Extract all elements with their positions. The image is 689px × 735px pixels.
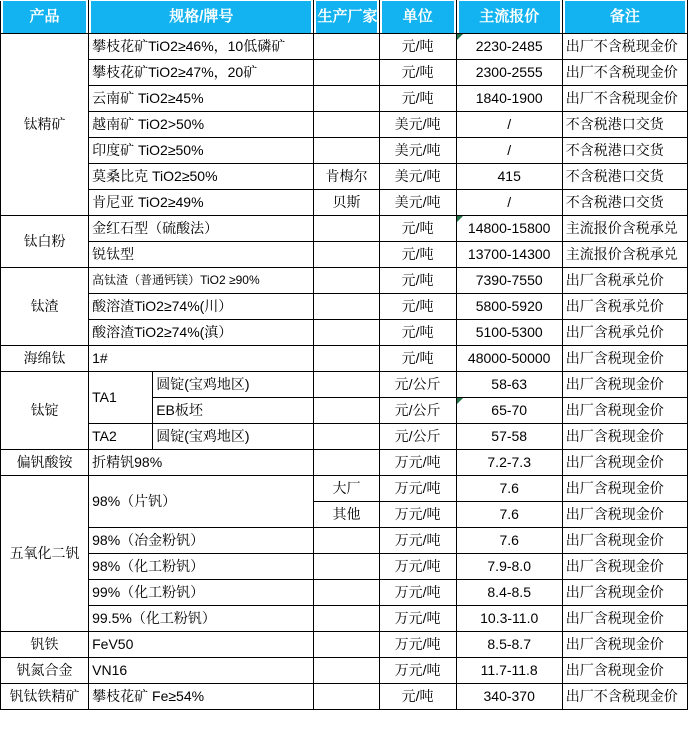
note-cell: 出厂含税现金价 xyxy=(562,632,687,658)
note-cell: 出厂不含税现金价 xyxy=(562,34,687,60)
price-cell xyxy=(456,398,562,424)
table-row xyxy=(1,372,688,398)
manufacturer-cell: 贝斯 xyxy=(314,190,379,216)
unit-cell: 美元/吨 xyxy=(379,112,456,138)
note-cell: 出厂含税现金价 xyxy=(562,372,687,398)
note-cell: 出厂含税现金价 xyxy=(562,580,687,606)
note-cell: 出厂含税现金价 xyxy=(562,502,687,528)
price-value: 65-70 xyxy=(491,402,528,419)
manufacturer-cell xyxy=(314,372,379,398)
manufacturer-cell xyxy=(314,60,379,86)
unit-cell: 元/公斤 xyxy=(379,398,456,424)
spec-cell: 98%（片钒） xyxy=(89,476,314,528)
price-cell: 7.6 xyxy=(456,476,562,502)
green-triangle-icon xyxy=(457,34,463,40)
note-cell: 出厂含税现金价 xyxy=(562,450,687,476)
unit-cell: 元/吨 xyxy=(379,346,456,372)
product-cell: 偏钒酸铵 xyxy=(1,450,89,476)
manufacturer-cell xyxy=(314,112,379,138)
header-product: 产品 xyxy=(1,1,89,34)
unit-cell: 万元/吨 xyxy=(379,580,456,606)
note-cell: 主流报价含税承兑 xyxy=(562,242,687,268)
spec-cell: 98%（冶金粉钒） xyxy=(89,528,314,554)
price-cell: 7.2-7.3 xyxy=(456,450,562,476)
unit-cell: 元/吨 xyxy=(379,268,456,294)
table-row xyxy=(1,112,688,138)
spec-cell: VN16 xyxy=(89,658,314,684)
note-cell: 出厂含税现金价 xyxy=(562,528,687,554)
spec-cell: 攀枝花矿TiO2≥47%，20矿 xyxy=(89,60,314,86)
unit-cell: 元/吨 xyxy=(379,60,456,86)
manufacturer-cell xyxy=(314,346,379,372)
manufacturer-cell xyxy=(314,450,379,476)
price-cell: 5100-5300 xyxy=(456,320,562,346)
manufacturer-cell xyxy=(314,580,379,606)
note-cell: 出厂含税现金价 xyxy=(562,424,687,450)
unit-cell: 元/吨 xyxy=(379,86,456,112)
manufacturer-cell xyxy=(314,294,379,320)
unit-cell: 元/公斤 xyxy=(379,424,456,450)
note-cell: 出厂不含税现金价 xyxy=(562,684,687,710)
table-row xyxy=(1,580,688,606)
price-cell: / xyxy=(456,112,562,138)
header-spec: 规格/牌号 xyxy=(89,1,314,34)
table-row xyxy=(1,658,688,684)
manufacturer-cell xyxy=(314,528,379,554)
note-cell: 出厂不含税现金价 xyxy=(562,60,687,86)
price-cell: 8.5-8.7 xyxy=(456,632,562,658)
unit-cell: 万元/吨 xyxy=(379,658,456,684)
manufacturer-cell xyxy=(314,242,379,268)
manufacturer-cell xyxy=(314,268,379,294)
price-cell: 7.9-8.0 xyxy=(456,554,562,580)
grade-cell: TA2 xyxy=(89,424,153,450)
unit-cell: 元/吨 xyxy=(379,242,456,268)
spec-cell: 云南矿 TiO2≥45% xyxy=(89,86,314,112)
table-row xyxy=(1,476,688,502)
spec-cell: 越南矿 TiO2>50% xyxy=(89,112,314,138)
price-cell: 1840-1900 xyxy=(456,86,562,112)
table-row xyxy=(1,346,688,372)
spec-cell: 99.5%（化工粉钒） xyxy=(89,606,314,632)
table-row xyxy=(1,34,688,60)
table-row xyxy=(1,216,688,242)
manufacturer-cell: 肯梅尔 xyxy=(314,164,379,190)
price-cell: 5800-5920 xyxy=(456,294,562,320)
unit-cell: 元/吨 xyxy=(379,294,456,320)
table-row xyxy=(1,190,688,216)
note-cell: 出厂含税承兑价 xyxy=(562,294,687,320)
manufacturer-cell xyxy=(314,632,379,658)
form-cell: 圆锭(宝鸡地区) xyxy=(153,372,314,398)
table-row xyxy=(1,684,688,710)
table-header-row xyxy=(1,1,688,34)
manufacturer-cell xyxy=(314,34,379,60)
header-unit: 单位 xyxy=(379,1,456,34)
price-cell: / xyxy=(456,190,562,216)
price-cell: 13700-14300 xyxy=(456,242,562,268)
price-cell: 7.6 xyxy=(456,528,562,554)
spec-cell: 肯尼亚 TiO2≥49% xyxy=(89,190,314,216)
note-cell: 出厂含税现金价 xyxy=(562,606,687,632)
product-cell: 钛锭 xyxy=(1,372,89,450)
unit-cell: 万元/吨 xyxy=(379,606,456,632)
manufacturer-cell xyxy=(314,684,379,710)
price-cell: 7390-7550 xyxy=(456,268,562,294)
grade-cell: TA1 xyxy=(89,372,153,424)
price-cell: / xyxy=(456,138,562,164)
note-cell: 出厂含税现金价 xyxy=(562,554,687,580)
unit-cell: 元/吨 xyxy=(379,216,456,242)
product-cell: 五氧化二钒 xyxy=(1,476,89,632)
table-row xyxy=(1,242,688,268)
product-cell: 钛渣 xyxy=(1,268,89,346)
product-cell: 钒铁 xyxy=(1,632,89,658)
table-row xyxy=(1,60,688,86)
product-cell: 海绵钛 xyxy=(1,346,89,372)
unit-cell: 万元/吨 xyxy=(379,554,456,580)
note-cell: 主流报价含税承兑 xyxy=(562,216,687,242)
table-row xyxy=(1,86,688,112)
price-cell: 58-63 xyxy=(456,372,562,398)
price-cell: 340-370 xyxy=(456,684,562,710)
product-cell: 钛白粉 xyxy=(1,216,89,268)
price-cell: 57-58 xyxy=(456,424,562,450)
table-row xyxy=(1,294,688,320)
manufacturer-cell xyxy=(314,606,379,632)
spec-cell: 98%（化工粉钒） xyxy=(89,554,314,580)
header-note: 备注 xyxy=(562,1,687,34)
spec-cell: 酸溶渣TiO2≥74%(滇） xyxy=(89,320,314,346)
manufacturer-cell xyxy=(314,424,379,450)
price-cell: 10.3-11.0 xyxy=(456,606,562,632)
unit-cell: 美元/吨 xyxy=(379,138,456,164)
note-cell: 不含税港口交货 xyxy=(562,190,687,216)
spec-cell: 金红石型（硫酸法） xyxy=(89,216,314,242)
unit-cell: 美元/吨 xyxy=(379,190,456,216)
manufacturer-cell xyxy=(314,320,379,346)
spec-cell: 印度矿 TiO2≥50% xyxy=(89,138,314,164)
table-row xyxy=(1,320,688,346)
unit-cell: 元/吨 xyxy=(379,34,456,60)
unit-cell: 元/吨 xyxy=(379,320,456,346)
header-price: 主流报价 xyxy=(456,1,562,34)
spec-cell: 1# xyxy=(89,346,314,372)
note-cell: 出厂不含税现金价 xyxy=(562,86,687,112)
table-row xyxy=(1,450,688,476)
unit-cell: 万元/吨 xyxy=(379,450,456,476)
manufacturer-cell xyxy=(314,216,379,242)
note-cell: 不含税港口交货 xyxy=(562,164,687,190)
manufacturer-cell xyxy=(314,554,379,580)
table-row xyxy=(1,528,688,554)
unit-cell: 美元/吨 xyxy=(379,164,456,190)
form-cell: EB板坯 xyxy=(153,398,314,424)
price-cell: 11.7-11.8 xyxy=(456,658,562,684)
price-cell: 8.4-8.5 xyxy=(456,580,562,606)
manufacturer-cell xyxy=(314,658,379,684)
spec-cell: 高钛渣（普通钙镁）TiO2 ≥90% xyxy=(89,268,314,294)
table-row xyxy=(1,632,688,658)
product-cell: 钒氮合金 xyxy=(1,658,89,684)
green-triangle-icon xyxy=(457,216,463,222)
spec-cell: FeV50 xyxy=(89,632,314,658)
manufacturer-cell: 其他 xyxy=(314,502,379,528)
spec-cell: 折精钒98% xyxy=(89,450,314,476)
manufacturer-cell xyxy=(314,86,379,112)
note-cell: 不含税港口交货 xyxy=(562,112,687,138)
form-cell: 圆锭(宝鸡地区) xyxy=(153,424,314,450)
spec-cell: 酸溶渣TiO2≥74%(川） xyxy=(89,294,314,320)
note-cell: 出厂含税现金价 xyxy=(562,476,687,502)
note-cell: 出厂含税承兑价 xyxy=(562,320,687,346)
price-cell: 7.6 xyxy=(456,502,562,528)
spec-cell: 攀枝花矿TiO2≥46%，10低磷矿 xyxy=(89,34,314,60)
price-cell xyxy=(456,34,562,60)
unit-cell: 万元/吨 xyxy=(379,632,456,658)
price-cell: 2300-2555 xyxy=(456,60,562,86)
price-cell: 415 xyxy=(456,164,562,190)
note-cell: 出厂含税现金价 xyxy=(562,658,687,684)
table-row xyxy=(1,424,688,450)
price-cell xyxy=(456,216,562,242)
note-cell: 出厂含税现金价 xyxy=(562,346,687,372)
note-cell: 出厂含税承兑价 xyxy=(562,268,687,294)
manufacturer-cell xyxy=(314,398,379,424)
table-row xyxy=(1,268,688,294)
table-row xyxy=(1,164,688,190)
green-triangle-icon xyxy=(457,398,463,404)
spec-cell: 攀枝花矿 Fe≥54% xyxy=(89,684,314,710)
table-row xyxy=(1,554,688,580)
unit-cell: 元/吨 xyxy=(379,684,456,710)
product-cell: 钒钛铁精矿 xyxy=(1,684,89,710)
spec-cell: 锐钛型 xyxy=(89,242,314,268)
unit-cell: 元/公斤 xyxy=(379,372,456,398)
spec-cell: 99%（化工粉钒） xyxy=(89,580,314,606)
note-cell: 出厂含税现金价 xyxy=(562,398,687,424)
note-cell: 不含税港口交货 xyxy=(562,138,687,164)
table-row xyxy=(1,606,688,632)
unit-cell: 万元/吨 xyxy=(379,528,456,554)
price-value: 14800-15800 xyxy=(467,220,551,237)
table-row xyxy=(1,138,688,164)
unit-cell: 万元/吨 xyxy=(379,502,456,528)
unit-cell: 万元/吨 xyxy=(379,476,456,502)
spec-cell: 莫桑比克 TiO2≥50% xyxy=(89,164,314,190)
header-manufacturer: 生产厂家 xyxy=(314,1,379,34)
manufacturer-cell: 大厂 xyxy=(314,476,379,502)
product-cell: 钛精矿 xyxy=(1,34,89,216)
price-value: 2230-2485 xyxy=(475,38,543,55)
manufacturer-cell xyxy=(314,138,379,164)
price-cell: 48000-50000 xyxy=(456,346,562,372)
